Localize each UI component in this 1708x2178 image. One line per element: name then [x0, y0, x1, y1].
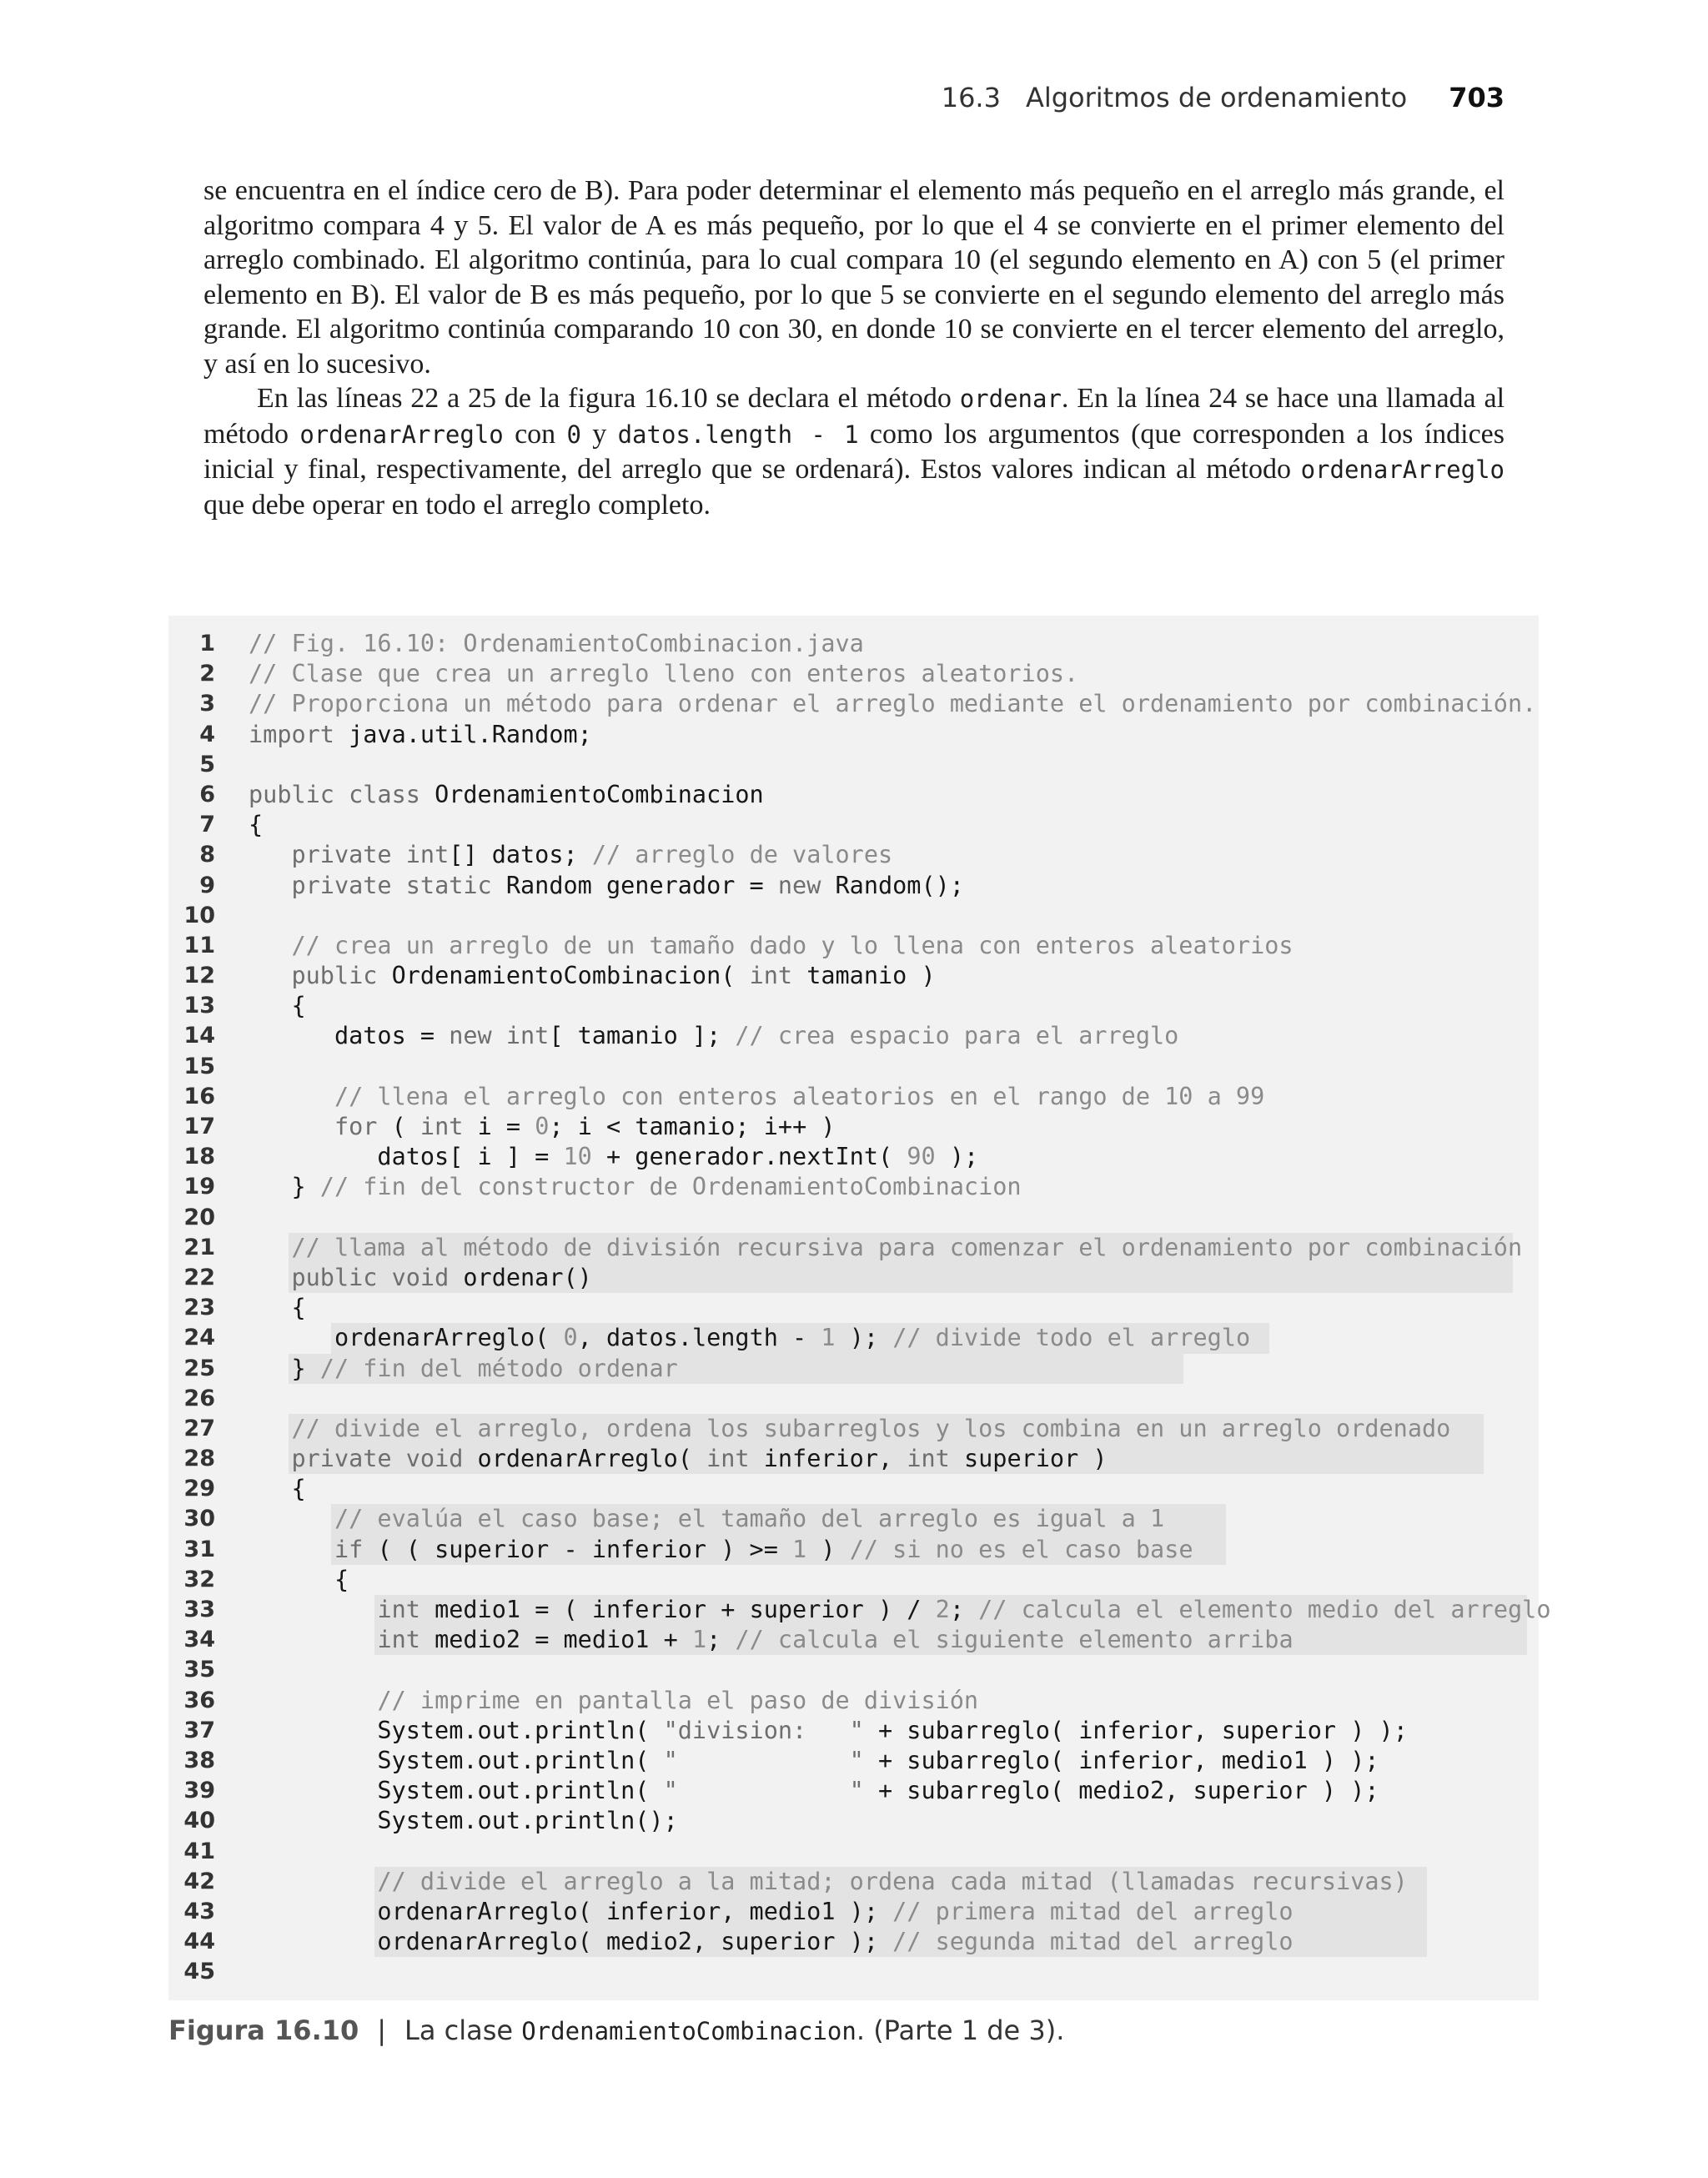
code-token: [ tamanio ]; [549, 1022, 736, 1050]
code-comment: // divide todo el arreglo [892, 1324, 1251, 1352]
code-text [249, 840, 892, 870]
line-number: 40 [183, 1808, 215, 1834]
code-text [249, 1474, 306, 1504]
code-token: { [249, 992, 306, 1020]
code-keyword: int [419, 1113, 464, 1140]
paragraph-text: con [503, 418, 567, 450]
code-text [249, 1746, 1379, 1776]
code-comment: // crea espacio para el arreglo [735, 1022, 1179, 1050]
code-comment: // arreglo de valores [591, 841, 893, 869]
code-token: Random generador = [491, 871, 778, 899]
code-token: ); [835, 1324, 893, 1352]
code-keyword: " " [663, 1746, 864, 1774]
code-text [249, 1867, 1408, 1897]
code-token: System.out.println( [249, 1746, 664, 1774]
code-token: + subarreglo( inferior, medio1 ) ); [863, 1746, 1379, 1774]
code-comment: // segunda mitad del arreglo [892, 1928, 1294, 1956]
code-number: 1 [821, 1324, 836, 1352]
code-token: ( ( superior - inferior ) >= [363, 1535, 793, 1563]
code-text [249, 780, 764, 810]
code-token: , datos.length - [577, 1324, 821, 1352]
line-number: 7 [199, 812, 215, 838]
code-token [249, 1234, 291, 1261]
paragraph [203, 381, 1505, 522]
line-number: 45 [183, 1959, 215, 1985]
code-keyword: int [377, 1626, 420, 1654]
code-token [249, 1264, 291, 1291]
code-keyword: public [291, 962, 378, 990]
code-text [249, 1625, 1294, 1655]
figure-caption [168, 2007, 1064, 2054]
code-number: 90 [907, 1143, 936, 1171]
line-number: 25 [183, 1355, 215, 1381]
code-comment: // Clase que crea un arreglo lleno con enteros aleatorios. [249, 660, 1079, 688]
line-number: 20 [183, 1204, 215, 1230]
code-comment: // llena el arreglo con enteros aleatorios en el rango de 10 a 99 [334, 1082, 1265, 1110]
line-number: 22 [183, 1264, 215, 1290]
code-comment: // si no es el caso base [849, 1535, 1193, 1563]
code-text [249, 720, 592, 750]
code-text [249, 1535, 1193, 1565]
code-token: { [249, 1565, 349, 1593]
line-number: 26 [183, 1385, 215, 1411]
code-comment: // llama al método de división recursiva para comenzar el ordenamiento por combinación [291, 1233, 1523, 1261]
code-keyword: int [706, 1445, 750, 1473]
line-number: 1 [199, 631, 215, 656]
line-number: 21 [183, 1234, 215, 1260]
code-number: 0 [563, 1324, 578, 1352]
code-token: medio2 = medio1 + [419, 1626, 692, 1654]
line-number: 39 [183, 1778, 215, 1804]
code-number: 1 [792, 1535, 807, 1563]
code-keyword: int [749, 962, 793, 990]
code-text [249, 931, 1294, 961]
code-text [249, 1082, 1264, 1112]
line-number: 9 [199, 872, 215, 898]
caption-class-name: OrdenamientoCombinacion [521, 2017, 857, 2045]
line-number: 33 [183, 1597, 215, 1622]
code-token: i = [463, 1113, 535, 1140]
code-token: + generador.nextInt( [591, 1143, 907, 1171]
code-token: medio1 = ( inferior + superior ) / [419, 1596, 936, 1623]
paragraph-text: que debe operar en todo el arreglo completo. [203, 489, 711, 521]
code-token [249, 962, 291, 989]
code-token: ( [377, 1113, 420, 1140]
code-text [249, 1595, 1550, 1625]
code-comment: // Proporciona un método para ordenar el arreglo mediante el ordenamiento por combinación. [249, 690, 1537, 718]
line-number: 31 [183, 1536, 215, 1562]
code-token: { [249, 1475, 306, 1503]
code-token [249, 1113, 334, 1140]
line-number: 13 [183, 993, 215, 1019]
code-text [249, 1565, 349, 1595]
code-text [249, 961, 936, 991]
line-number: 5 [199, 751, 215, 777]
code-comment: // fin del constructor de OrdenamientoCombinacion [319, 1173, 1022, 1201]
code-comment: // calcula el elemento medio del arreglo [978, 1596, 1551, 1623]
code-comment: // divide el arreglo a la mitad; ordena cada mitad (llamadas recursivas) [377, 1867, 1408, 1895]
page-number: 703 [1449, 82, 1505, 113]
code-text [249, 1776, 1379, 1806]
line-number: 43 [183, 1898, 215, 1924]
code-token: ordenarArreglo( medio2, superior ); [249, 1928, 893, 1956]
code-text [249, 659, 1078, 689]
line-number: 35 [183, 1657, 215, 1683]
code-number: 10 [563, 1143, 592, 1171]
line-number: 4 [199, 721, 215, 747]
code-comment: // Fig. 16.10: OrdenamientoCombinacion.java [249, 630, 864, 657]
figure-label: Figura 16.10 [168, 2015, 359, 2046]
inline-code: ordenarArreglo [1300, 455, 1505, 484]
code-token [249, 872, 291, 899]
code-keyword: "division: " [663, 1716, 864, 1744]
line-number: 29 [183, 1476, 215, 1502]
line-number: 36 [183, 1687, 215, 1713]
code-token: datos = [249, 1022, 450, 1050]
code-token [249, 1687, 377, 1714]
code-token: ; i < tamanio; i++ ) [549, 1113, 836, 1140]
code-token: System.out.println( [249, 1777, 664, 1805]
code-token: { [249, 811, 264, 839]
line-number: 16 [183, 1083, 215, 1109]
code-token: superior ) [949, 1445, 1108, 1473]
code-token: ordenarArreglo( [249, 1324, 564, 1352]
paragraph-text: se encuentra en el índice cero de B). Para poder determinar el elemento más pequeño en el arreglo más grande, el algoritmo compara 4 y 5. El valor de A es más pequeño, por lo que el 4 se convierte en el primer elemento del arreglo combinado. El algoritmo continúa, para lo cual compara 10 (el segundo elemento en A) con 5 (el primer elemento en B). El valor de B es más pequeño, por lo que 5 se convierte en el segundo elemento del arreglo más grande. El algoritmo continúa comparando 10 con 30, en donde 10 se convierte en el tercer elemento del arreglo, y así en lo sucesivo. [203, 175, 1505, 380]
line-number: 44 [183, 1929, 215, 1955]
caption-separator: | [377, 2015, 387, 2046]
code-text [249, 810, 263, 840]
paragraph-text: En las líneas 22 a 25 de la figura 16.10 se declara el método [257, 383, 960, 414]
paragraph-text: . En la línea 24 se hace una llamada al método [203, 383, 1505, 450]
code-text [249, 1504, 1164, 1534]
code-text [249, 991, 306, 1021]
line-number: 6 [199, 781, 215, 807]
code-text [249, 1112, 836, 1142]
line-number: 19 [183, 1174, 215, 1200]
code-token: + subarreglo( medio2, superior ) ); [863, 1777, 1379, 1805]
code-text [249, 1716, 1408, 1746]
line-number: 10 [183, 902, 215, 928]
line-number: 27 [183, 1415, 215, 1441]
code-text [249, 1806, 678, 1836]
body-text [203, 174, 1505, 522]
line-number: 41 [183, 1838, 215, 1864]
code-keyword: new int [449, 1022, 550, 1050]
code-keyword: new [777, 871, 821, 899]
paragraph [203, 174, 1505, 381]
code-comment: // evalúa el caso base; el tamaño del arreglo es igual a 1 [334, 1505, 1165, 1533]
code-keyword: for [334, 1113, 378, 1140]
code-token: datos[ i ] = [249, 1143, 564, 1171]
code-token: ) [806, 1535, 850, 1563]
code-keyword: private static [291, 871, 492, 899]
code-number: 2 [935, 1596, 950, 1623]
code-token: ); [935, 1143, 979, 1171]
code-token: Random(); [821, 871, 964, 899]
code-token: [] datos; [449, 841, 592, 869]
section-title: Algoritmos de ordenamiento [1025, 82, 1408, 113]
line-number: 42 [183, 1868, 215, 1894]
code-token: { [249, 1294, 306, 1322]
code-token [249, 1626, 377, 1653]
code-text [249, 1444, 1108, 1474]
inline-code: ordenarArreglo [299, 420, 504, 449]
code-text [249, 689, 1536, 719]
line-number: 38 [183, 1747, 215, 1773]
line-number: 18 [183, 1144, 215, 1170]
code-token [249, 1415, 291, 1442]
code-text [249, 1021, 1178, 1051]
line-number: 12 [183, 963, 215, 989]
line-number: 11 [183, 932, 215, 958]
code-keyword: int [377, 1596, 420, 1623]
line-number: 3 [199, 691, 215, 717]
code-token: ; [949, 1596, 979, 1623]
code-text [249, 1293, 306, 1323]
code-comment: // crea un arreglo de un tamaño dado y lo llena con enteros aleatorios [291, 931, 1294, 959]
line-number: 14 [183, 1023, 215, 1049]
inline-code: datos.length - 1 [617, 420, 859, 449]
code-token: ; [706, 1626, 736, 1654]
code-comment: // fin del método ordenar [319, 1354, 678, 1382]
inline-code: ordenar [959, 385, 1062, 413]
code-token: System.out.println( [249, 1716, 664, 1744]
code-comment: // calcula el siguiente elemento arriba [735, 1626, 1294, 1654]
line-number: 34 [183, 1627, 215, 1653]
code-keyword: private int [291, 841, 450, 869]
inline-code: 0 [566, 420, 581, 449]
code-token [249, 1445, 291, 1472]
code-token: } [249, 1354, 320, 1382]
code-token: + subarreglo( inferior, superior ) ); [863, 1716, 1408, 1744]
code-text [249, 1233, 1522, 1263]
code-token: } [249, 1173, 320, 1201]
code-text [249, 1686, 978, 1716]
code-text [249, 1142, 978, 1172]
code-token [249, 1505, 334, 1532]
line-number: 15 [183, 1053, 215, 1079]
code-keyword: int [907, 1445, 950, 1473]
code-token: java.util.Random; [334, 720, 592, 748]
code-keyword: if [334, 1535, 364, 1563]
caption-text-after: . (Parte 1 de 3). [856, 2015, 1065, 2046]
code-comment: // divide el arreglo, ordena los subarreglos y los combina en un arreglo ordenado [291, 1414, 1451, 1442]
line-number: 32 [183, 1566, 215, 1592]
code-token [249, 1536, 334, 1563]
code-token: OrdenamientoCombinacion [419, 780, 764, 808]
line-number: 2 [199, 661, 215, 687]
line-number: 30 [183, 1506, 215, 1532]
code-token [249, 932, 291, 959]
code-token: inferior, [749, 1445, 907, 1473]
line-number: 28 [183, 1446, 215, 1472]
code-text [249, 1897, 1294, 1927]
line-number: 23 [183, 1295, 215, 1321]
code-comment: // primera mitad del arreglo [892, 1897, 1294, 1925]
line-number: 24 [183, 1325, 215, 1351]
code-token: ordenarArreglo( [463, 1445, 707, 1473]
code-text [249, 1414, 1450, 1444]
caption-text-before: La clase [404, 2015, 522, 2046]
code-text [249, 871, 964, 901]
paragraph-text: como los argumentos (que corresponden a los índices inicial y final, respectivamente, del arreglo que se ordenará). Estos valores indican al método [203, 418, 1505, 485]
line-number: 8 [199, 842, 215, 868]
code-keyword: import [249, 720, 334, 748]
code-keyword: public void [291, 1263, 450, 1291]
code-token: OrdenamientoCombinacion( [377, 962, 750, 990]
code-token [249, 1868, 377, 1895]
paragraph-text: y [580, 418, 618, 450]
code-text [249, 1263, 592, 1293]
code-token: System.out.println(); [249, 1807, 678, 1835]
code-token [249, 841, 291, 868]
code-text [249, 1172, 1022, 1202]
code-text [249, 1354, 678, 1384]
running-header [942, 82, 1505, 118]
code-token: tamanio ) [792, 962, 936, 990]
code-text [249, 1927, 1294, 1957]
code-keyword: private void [291, 1445, 464, 1473]
code-keyword: public class [249, 780, 420, 808]
section-number: 16.3 [941, 82, 1001, 113]
code-number: 0 [535, 1113, 550, 1140]
code-token: ordenarArreglo( inferior, medio1 ); [249, 1897, 893, 1925]
code-token: ordenar() [449, 1263, 592, 1291]
code-number: 1 [691, 1626, 707, 1654]
code-comment: // imprime en pantalla el paso de división [377, 1686, 979, 1714]
code-keyword: " " [663, 1777, 864, 1805]
code-listing [168, 616, 1551, 2000]
code-text [249, 1323, 1250, 1353]
line-number: 17 [183, 1114, 215, 1139]
code-token [249, 1083, 334, 1110]
line-number: 37 [183, 1717, 215, 1743]
code-token [249, 1596, 377, 1623]
code-text [249, 629, 864, 659]
